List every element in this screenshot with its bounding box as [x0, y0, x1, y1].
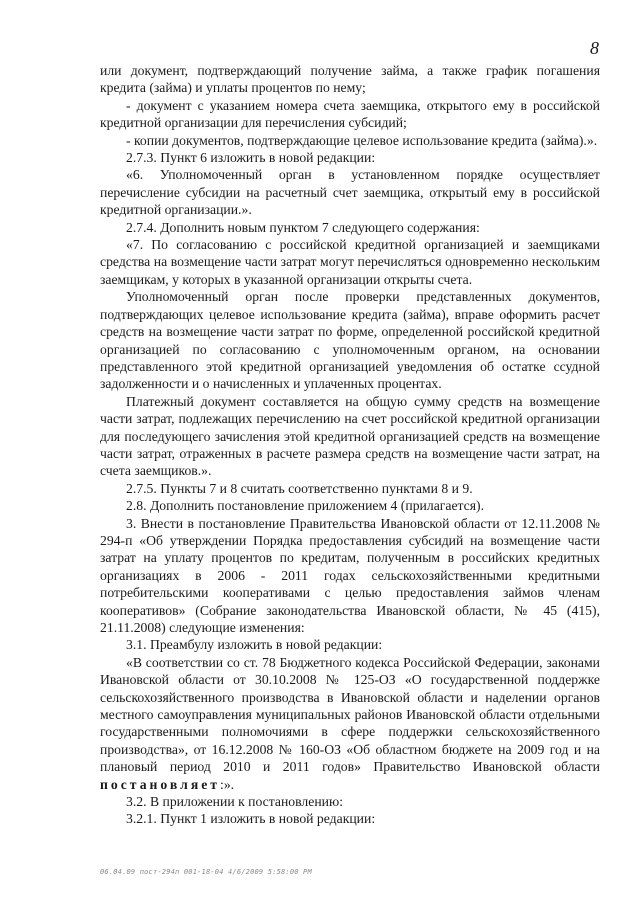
paragraph: 3.2. В приложении к постановлению: [126, 794, 343, 810]
footer-stamp: 06.04.09 пост-294п 001-18-04 4/6/2009 5:58:00 PM [100, 868, 312, 876]
paragraph-preamble [100, 654, 600, 793]
document-body [100, 62, 600, 828]
paragraph: «7. По согласованию с российской кредитной организацией и заемщиками средства на возмещение части затрат могут перечисляться одновременно нескольким заемщикам, у которых в указанной организации открыты счета. [100, 237, 600, 287]
preamble-text: «В соответствии со ст. 78 Бюджетного кодекса Российской Федерации, законами Ивановской области от 30.10.2008 № 125-ОЗ «О государственной поддержке сельскохозяйственного производства в Ивановской области и наделении органов местного самоуправления муниципальных районов Ивановской области отдельными государственными полномочиями в сфере поддержки сельскохозяйственного производства», от 16.12.2008 № 160-ОЗ «Об областном бюджете на 2009 год и на плановый период 2010 и 2011 годов» Правительство Ивановской области [100, 654, 600, 775]
paragraph: 3.2.1. Пункт 1 изложить в новой редакции: [126, 811, 376, 827]
paragraph: - документ с указанием номера счета заемщика, открытого ему в российской кредитной организации для перечисления субсидий; [100, 97, 600, 131]
paragraph: 2.7.3. Пункт 6 изложить в новой редакции: [126, 150, 376, 166]
paragraph: 3. Внести в постановление Правительства Ивановской области от 12.11.2008 № 294-п «Об утверждении Порядка предоставления субсидий на возмещение части затрат на уплату процентов по кредитам, полученным в российских кредитных организациях в 2006 - 2011 годах сельскохозяйственными кредитными потребительскими кооперативами с целью предоставления займов членам кооперативов» (Собрание законодательства Ивановской области, № 45 (415), 21.11.2008) следующие изменения: [100, 515, 600, 635]
paragraph: Уполномоченный орган после проверки представленных документов, подтверждающих целевое использование кредита (займа), вправе оформить расчет средств на возмещение части затрат по форме, определенной российской кредитной организацией по согласованию с уполномоченным органом, на основании представленного этой кредитной организацией уведомления об остатке ссудной задолженности и о начисленных и уплаченных процентах. [100, 289, 600, 392]
paragraph: 2.8. Дополнить постановление приложением 4 (прилагается). [126, 498, 485, 514]
paragraph: Платежный документ составляется на общую сумму средств на возмещение части затрат, подлежащих перечислению на счет российской кредитной организации для последующего зачисления этой кредитной организацией средств на возмещение части затрат, отраженных в расчете размера средств на возмещение части затрат, на счета заемщиков.». [100, 393, 600, 479]
paragraph: или документ, подтверждающий получение займа, а также график погашения кредита (займа) и уплаты процентов по нему; [100, 63, 600, 96]
emphasis-tail: :». [220, 776, 235, 792]
paragraph: 2.7.4. Дополнить новым пунктом 7 следующего содержания: [126, 219, 480, 235]
page-number: 8 [590, 38, 599, 58]
paragraph: 3.1. Преамбулу изложить в новой редакции: [126, 637, 383, 653]
paragraph: «6. Уполномоченный орган в установленном порядке осуществляет перечисление субсидии на расчетный счет заемщика, открытый ему в российской кредитной организации.». [100, 167, 600, 218]
paragraph: - копии документов, подтверждающие целевое использование кредита (займа).». [126, 132, 598, 148]
paragraph: 2.7.5. Пункты 7 и 8 считать соответственно пунктами 8 и 9. [126, 480, 473, 496]
emphasis-word: постановляет [100, 776, 221, 792]
